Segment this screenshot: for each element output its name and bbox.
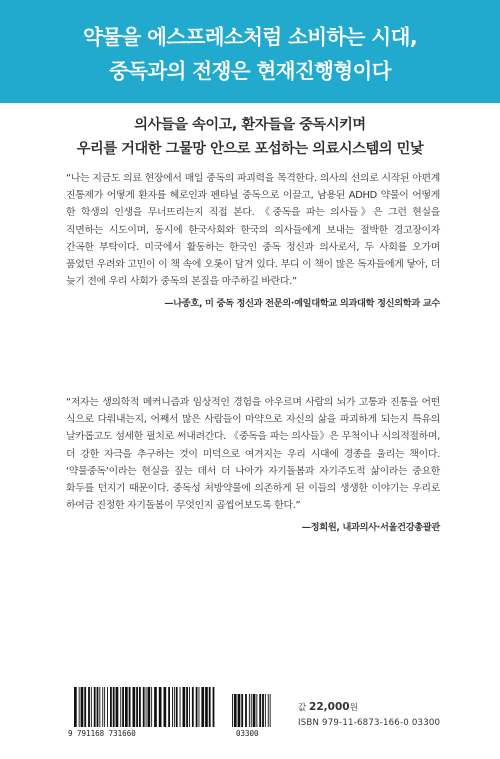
headline-line-1: 약물을 에스프레소처럼 소비하는 시대, [82,25,418,49]
isbn-text: ISBN 979-11-6873-166-0 03300 [298,718,441,728]
subheadline [0,113,500,161]
quote-1-body: “나는 지금도 의료 현장에서 매일 중독의 파괴력을 목격한다. 의사의 선의로 시작된 아편계 진통제가 어떻게 환자를 헤로인과 펜타닐 중독으로 이끌고, 남용된 ADHD 약물이 어떻게 한 학생의 인생을 무너뜨리는지 직접 본다. 《중독을 파는 의사들》은 그런 현실을 직면하는 시도이며, 동시에 한국사회와 한국의 의사들에게 보내는 절박한 경고장이자 간곡한 부탁이다. 미국에서 활동하는 한국인 중독 정신과 의사로서, 두 사회를 오가며 품었던 우려와 고민이 이 책 속에 오롯이 담겨 있다. 부디 이 책이 많은 독자들에게 닿아, 더 늦기 전에 우리 사회가 중독의 본질을 마주하길 바란다.” [66,173,440,288]
quote-2-attribution: —정희원, 내과의사·서울건강총괄관 [301,522,440,534]
subheadline-line-2: 우리를 거대한 그물망 안으로 포섭하는 의료시스템의 민낯 [76,141,424,157]
headline-line-2: 중독과의 전쟁은 현재진행형이다 [109,59,391,83]
isbn-barcode [66,684,276,739]
endorsement-quote-2 [66,394,440,537]
barcode-addon-digits: 03300 [236,729,259,738]
endorsement-quote-1 [66,170,440,313]
subheadline-line-1: 의사들을 속이고, 환자들을 중독시키며 [134,117,366,133]
price-line [298,700,440,716]
barcode-bars [74,687,214,727]
price-label: 값 [298,703,307,713]
quote-2-body: “저자는 생의학적 메커니즘과 임상적인 경험을 아우르며 사람의 뇌가 고통과 진통을 어떤 식으로 다뤄내는지, 어째서 많은 사람들이 마약으로 자신의 삶을 파괴하게 되는지 특유의 날카롭고도 섬세한 필치로 써내려간다. 《중독을 파는 의사들》은 무척이나 시의적절하며, 더 강한 자극을 추구하는 것이 미덕으로 여겨지는 우리 시대에 경종을 울리는 책이다. ‘약물중독’이라는 현실을 짚는 데서 더 나아가 자기돌봄과 자기주도적 삶이라는 중요한 화두를 던지기 때문이다. 중독성 처방약물에 의존하게 된 이들의 생생한 이야기는 우리로 하여금 진정한 자기돌봄이 무엇인지 곱씹어보도록 한다.” [66,397,440,512]
barcode-digits: 9 791168 731660 [68,729,136,738]
price-unit: 원 [349,703,358,713]
quote-1-attribution: —나종호, 미 중독 정신과 전문의·예일대학교 의과대학 정신의학과 교수 [164,298,440,310]
barcode-addon-bars [232,694,271,727]
price-amount: 22,000 [309,701,350,713]
price-isbn-block [298,700,440,731]
barcode-graphic [66,684,276,739]
headline [0,20,500,88]
